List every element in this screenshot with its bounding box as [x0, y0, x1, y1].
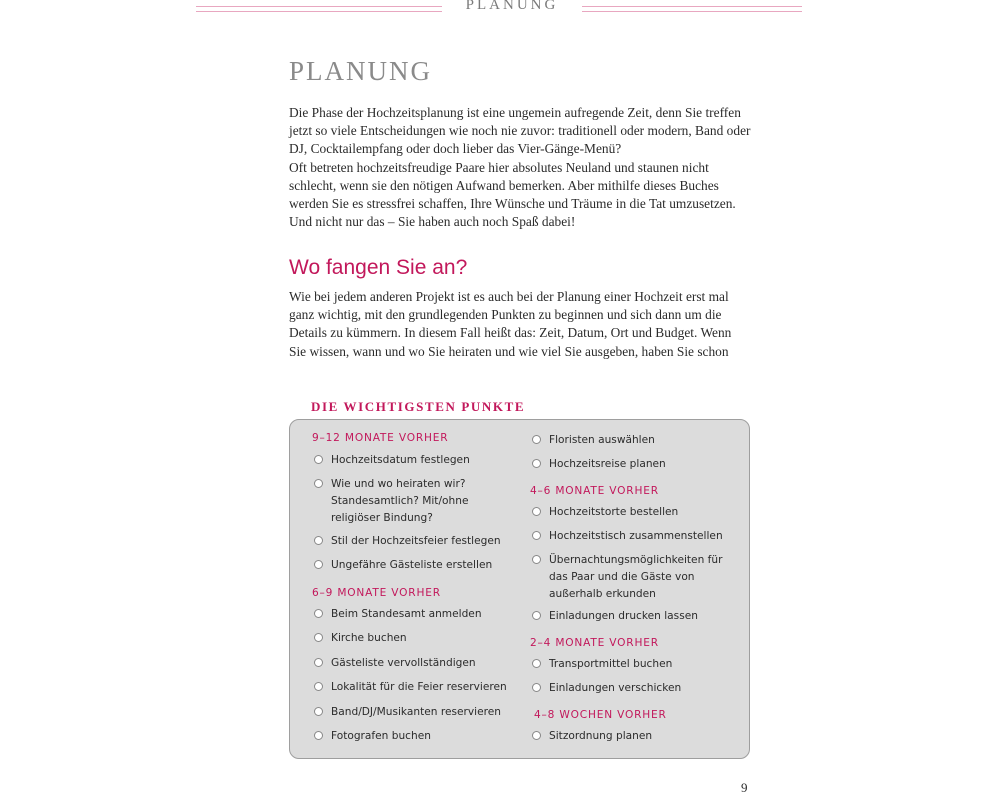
checklist-item-label: Lokalität für die Feier reservieren — [331, 681, 507, 693]
running-header-label: PLANUNG — [465, 0, 559, 13]
checklist-item[interactable] — [530, 528, 730, 545]
radio-circle-icon[interactable] — [532, 683, 541, 692]
radio-circle-icon[interactable] — [314, 455, 323, 464]
radio-circle-icon[interactable] — [532, 435, 541, 444]
checklist-item-label: Hochzeitsreise planen — [549, 458, 666, 470]
radio-circle-icon[interactable] — [314, 536, 323, 545]
group-label: 2–4 MONATE VORHER — [530, 637, 659, 649]
header-rule-left — [196, 6, 442, 12]
checklist-item-label: Wie und wo heiraten wir? Standesamtlich? Mit/ohne religiöser Bindung? — [331, 478, 469, 524]
intro-paragraph: Die Phase der Hochzeitsplanung ist eine ungemein aufregende Zeit, denn Sie treffen jetzt so viele Entscheidungen wie noch nie zuvor: traditionell oder modern, Band oder DJ, Cocktailempfang oder doch lieber das Vier-Gänge-Menü? — [289, 105, 751, 157]
checklist-item[interactable] — [530, 608, 730, 625]
intro-text — [289, 104, 751, 231]
checklist-title: DIE WICHTIGSTEN PUNKTE — [311, 399, 526, 414]
checklist-item[interactable] — [312, 655, 512, 672]
header-rule-right — [582, 6, 802, 12]
page-title: PLANUNG — [289, 56, 433, 86]
checklist-item[interactable] — [530, 680, 730, 697]
checklist-item[interactable] — [530, 504, 730, 521]
section-heading: Wo fangen Sie an? — [289, 256, 468, 279]
page-number: 9 — [741, 780, 748, 795]
radio-circle-icon[interactable] — [314, 658, 323, 667]
checklist-item-label: Floristen auswählen — [549, 434, 655, 446]
radio-circle-icon[interactable] — [532, 555, 541, 564]
checklist-item-label: Einladungen verschicken — [549, 682, 682, 694]
checklist-item[interactable] — [530, 728, 730, 745]
radio-circle-icon[interactable] — [314, 560, 323, 569]
checklist-item-label: Hochzeitstorte bestellen — [549, 506, 679, 518]
checklist-item[interactable] — [530, 432, 730, 449]
group-label: 9–12 MONATE VORHER — [312, 432, 449, 444]
radio-circle-icon[interactable] — [314, 682, 323, 691]
checklist-item[interactable] — [312, 557, 512, 574]
checklist-item[interactable] — [312, 606, 512, 623]
running-header — [196, 0, 802, 16]
radio-circle-icon[interactable] — [314, 609, 323, 618]
checklist-item-label: Sitzordnung planen — [549, 730, 653, 742]
checklist-item-label: Einladungen drucken lassen — [549, 610, 698, 622]
checklist-item-label: Ungefähre Gästeliste erstellen — [331, 559, 493, 571]
checklist-item[interactable] — [312, 679, 512, 696]
checklist-item-label: Übernachtungsmöglichkeiten für das Paar und die Gäste von außerhalb erkunden — [549, 554, 723, 600]
radio-circle-icon[interactable] — [314, 707, 323, 716]
checklist-item-label: Fotografen buchen — [331, 730, 431, 742]
checklist-item-label: Beim Standesamt anmelden — [331, 608, 482, 620]
checklist-item[interactable] — [312, 630, 512, 647]
radio-circle-icon[interactable] — [314, 479, 323, 488]
checklist-item-label: Band/DJ/Musikanten reservieren — [331, 706, 501, 718]
checklist-item[interactable] — [312, 476, 507, 527]
section-text — [289, 288, 751, 361]
checklist-item[interactable] — [312, 533, 512, 550]
section-paragraph: Wie bei jedem anderen Projekt ist es auch bei der Planung einer Hochzeit erst mal ganz wichtig, mit den grundlegenden Punkten zu beginnen und sich dann um die Details zu kümmern. In diesem Fall heißt das: Zeit, Datum, Ort und Budget. Wenn Sie wissen, wann und wo Sie heiraten und wie viel Sie ausgeben, haben Sie schon — [289, 289, 732, 359]
radio-circle-icon[interactable] — [532, 611, 541, 620]
checklist-item-label: Stil der Hochzeitsfeier festlegen — [331, 535, 501, 547]
radio-circle-icon[interactable] — [314, 731, 323, 740]
checklist-item[interactable] — [312, 704, 512, 721]
checklist-item[interactable] — [530, 456, 730, 473]
checklist-item-label: Transportmittel buchen — [549, 658, 673, 670]
group-label: 6–9 MONATE VORHER — [312, 587, 441, 599]
checklist-item[interactable] — [312, 728, 512, 745]
radio-circle-icon[interactable] — [532, 731, 541, 740]
checklist-box — [289, 419, 750, 759]
intro-paragraph: Oft betreten hochzeitsfreudige Paare hier absolutes Neuland und staunen nicht schlecht, wenn sie den nötigen Aufwand bemerken. Aber mithilfe dieses Buches werden Sie es stressfrei schaffen, Ihre Wünsche und Träume in die Tat umzusetzen. Und nicht nur das – Sie haben auch noch Spaß dabei! — [289, 159, 736, 230]
group-label: 4–6 MONATE VORHER — [530, 485, 659, 497]
checklist-item-label: Hochzeitstisch zusammenstellen — [549, 530, 723, 542]
radio-circle-icon[interactable] — [532, 507, 541, 516]
radio-circle-icon[interactable] — [532, 459, 541, 468]
checklist-item[interactable] — [530, 656, 730, 673]
checklist-item-label: Kirche buchen — [331, 632, 407, 644]
radio-circle-icon[interactable] — [314, 633, 323, 642]
checklist-item-label: Gästeliste vervollständigen — [331, 657, 476, 669]
checklist-item[interactable] — [312, 452, 512, 469]
checklist-item[interactable] — [530, 552, 726, 603]
radio-circle-icon[interactable] — [532, 531, 541, 540]
group-label: 4–8 WOCHEN VORHER — [534, 709, 667, 721]
radio-circle-icon[interactable] — [532, 659, 541, 668]
checklist-item-label: Hochzeitsdatum festlegen — [331, 454, 470, 466]
